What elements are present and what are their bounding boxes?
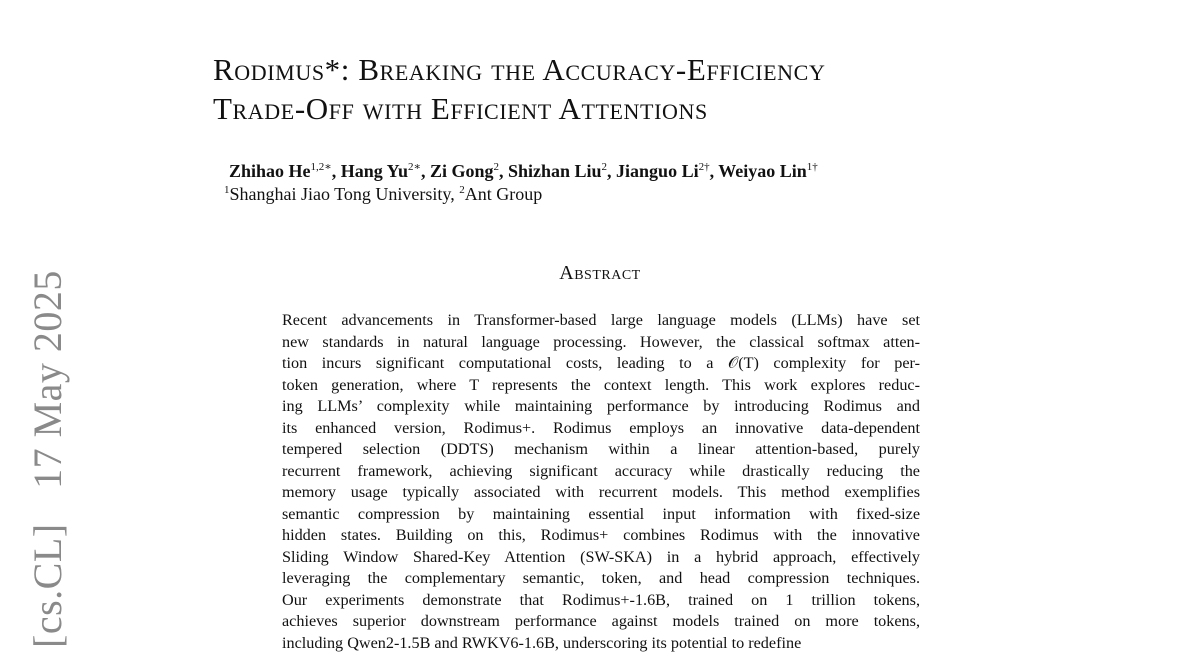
author-affiliation-mark: 1† xyxy=(807,161,818,173)
abstract-body xyxy=(282,310,920,654)
author-separator: , xyxy=(421,161,430,181)
arxiv-category: [cs.CL] xyxy=(25,523,70,648)
author-name: Zi Gong xyxy=(430,161,494,181)
author-separator: , xyxy=(710,161,719,181)
abstract-heading: Abstract xyxy=(0,262,1200,285)
author-affiliation-mark: 2∗ xyxy=(408,161,421,173)
title-line-2: Trade-Off with Efficient Attentions xyxy=(213,89,1033,128)
abstract-line: ing LLMs’ complexity while maintaining performance by introducing Rodimus and xyxy=(282,396,920,418)
abstract-line: Recent advancements in Transformer-based large language models (LLMs) have set xyxy=(282,310,920,332)
abstract-line: new standards in natural language processing. However, the classical softmax atten- xyxy=(282,332,920,354)
abstract-line: Our experiments demonstrate that Rodimus+-1.6B, trained on 1 trillion tokens, xyxy=(282,590,920,612)
affiliation-name: Shanghai Jiao Tong University xyxy=(230,184,451,204)
affiliation-mark: 1 xyxy=(224,184,230,196)
title-line-1: Rodimus*: Breaking the Accuracy-Efficiency xyxy=(213,50,1033,89)
abstract-line: tempered selection (DDTS) mechanism within a linear attention-based, purely xyxy=(282,439,920,461)
author-separator: , xyxy=(499,161,508,181)
abstract-line: hidden states. Building on this, Rodimus+ combines Rodimus with the innovative xyxy=(282,525,920,547)
arxiv-date: 17 May 2025 xyxy=(25,270,70,489)
abstract-line: achieves superior downstream performance against models trained on more tokens, xyxy=(282,611,920,633)
affiliation-separator: , xyxy=(450,184,459,204)
affiliation-name: Ant Group xyxy=(465,184,543,204)
author-affiliation-mark: 2† xyxy=(699,161,710,173)
author-separator: , xyxy=(607,161,616,181)
abstract-line: tion incurs significant computational costs, leading to a 𝒪(T) complexity for per- xyxy=(282,353,920,375)
author-affiliation-mark: 2 xyxy=(602,161,608,173)
author-affiliation-mark: 1,2∗ xyxy=(311,161,332,173)
author-name: Hang Yu xyxy=(341,161,408,181)
abstract-line: semantic compression by maintaining essential input information with fixed-size xyxy=(282,504,920,526)
abstract-line: token generation, where T represents the context length. This work explores reduc- xyxy=(282,375,920,397)
abstract-line: memory usage typically associated with recurrent models. This method exemplifies xyxy=(282,482,920,504)
abstract-line: leveraging the complementary semantic, token, and head compression techniques. xyxy=(282,568,920,590)
arxiv-sidebar-stamp xyxy=(24,246,71,648)
affiliation-list xyxy=(224,184,542,205)
author-name: Shizhan Liu xyxy=(508,161,602,181)
affiliation-mark: 2 xyxy=(459,184,465,196)
abstract-line: its enhanced version, Rodimus+. Rodimus employs an innovative data-dependent xyxy=(282,418,920,440)
author-affiliation-mark: 2 xyxy=(493,161,499,173)
paper-title xyxy=(213,50,1033,128)
author-list xyxy=(229,160,818,182)
abstract-line: recurrent framework, achieving significant accuracy while drastically reducing the xyxy=(282,461,920,483)
abstract-line: Sliding Window Shared-Key Attention (SW-SKA) in a hybrid approach, effectively xyxy=(282,547,920,569)
author-name: Weiyao Lin xyxy=(718,161,807,181)
abstract-line: including Qwen2-1.5B and RWKV6-1.6B, underscoring its potential to redefine xyxy=(282,633,920,654)
author-separator: , xyxy=(332,161,341,181)
author-name: Jianguo Li xyxy=(616,161,699,181)
author-name: Zhihao He xyxy=(229,161,311,181)
